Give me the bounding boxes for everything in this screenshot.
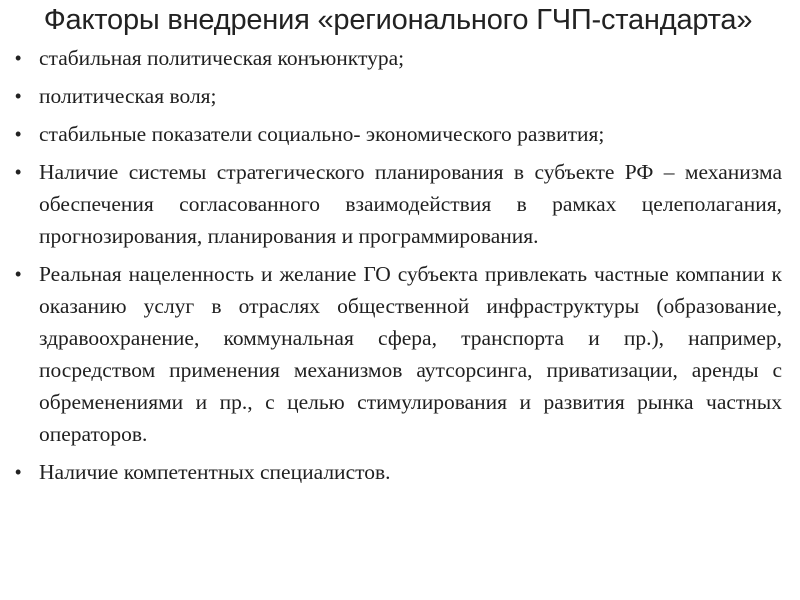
slide-title: Факторы внедрения «регионального ГЧП-стандарта» [43,4,753,36]
bullet-item-1 [14,42,782,74]
bullet-text: Наличие компетентных специалистов. [39,460,391,484]
bullet-text: Наличие системы стратегического планирования в субъекте РФ – механизма обеспечения согласованного взаимодействия в рамках целеполагания, прогнозирования, планирования и программирования. [39,160,782,248]
bullet-dot-icon: • [15,264,22,284]
bullet-item-2 [14,80,782,112]
bullet-item-3 [14,118,782,150]
bullet-dot-icon: • [15,462,22,482]
bullet-item-6 [14,456,782,488]
bullet-dot-icon: • [15,124,22,144]
bullet-dot-icon: • [15,86,22,106]
bullet-list [14,42,782,488]
bullet-text: Реальная нацеленность и желание ГО субъекта привлекать частные компании к оказанию услуг в отраслях общественной инфраструктуры (образование, здравоохранение, коммунальная сфера, транспорта и пр.), например, посредством применения механизмов аутсорсинга, приватизации, аренды с обременениями и пр., с целью стимулирования и развития рынка частных операторов. [39,262,782,446]
bullet-dot-icon: • [15,48,22,68]
bullet-text: стабильные показатели социально- экономического развития; [39,122,605,146]
bullet-item-5 [14,258,782,450]
bullet-item-4 [14,156,782,252]
bullet-dot-icon: • [15,162,22,182]
bullet-text: политическая воля; [39,84,217,108]
bullet-text: стабильная политическая конъюнктура; [39,46,405,70]
